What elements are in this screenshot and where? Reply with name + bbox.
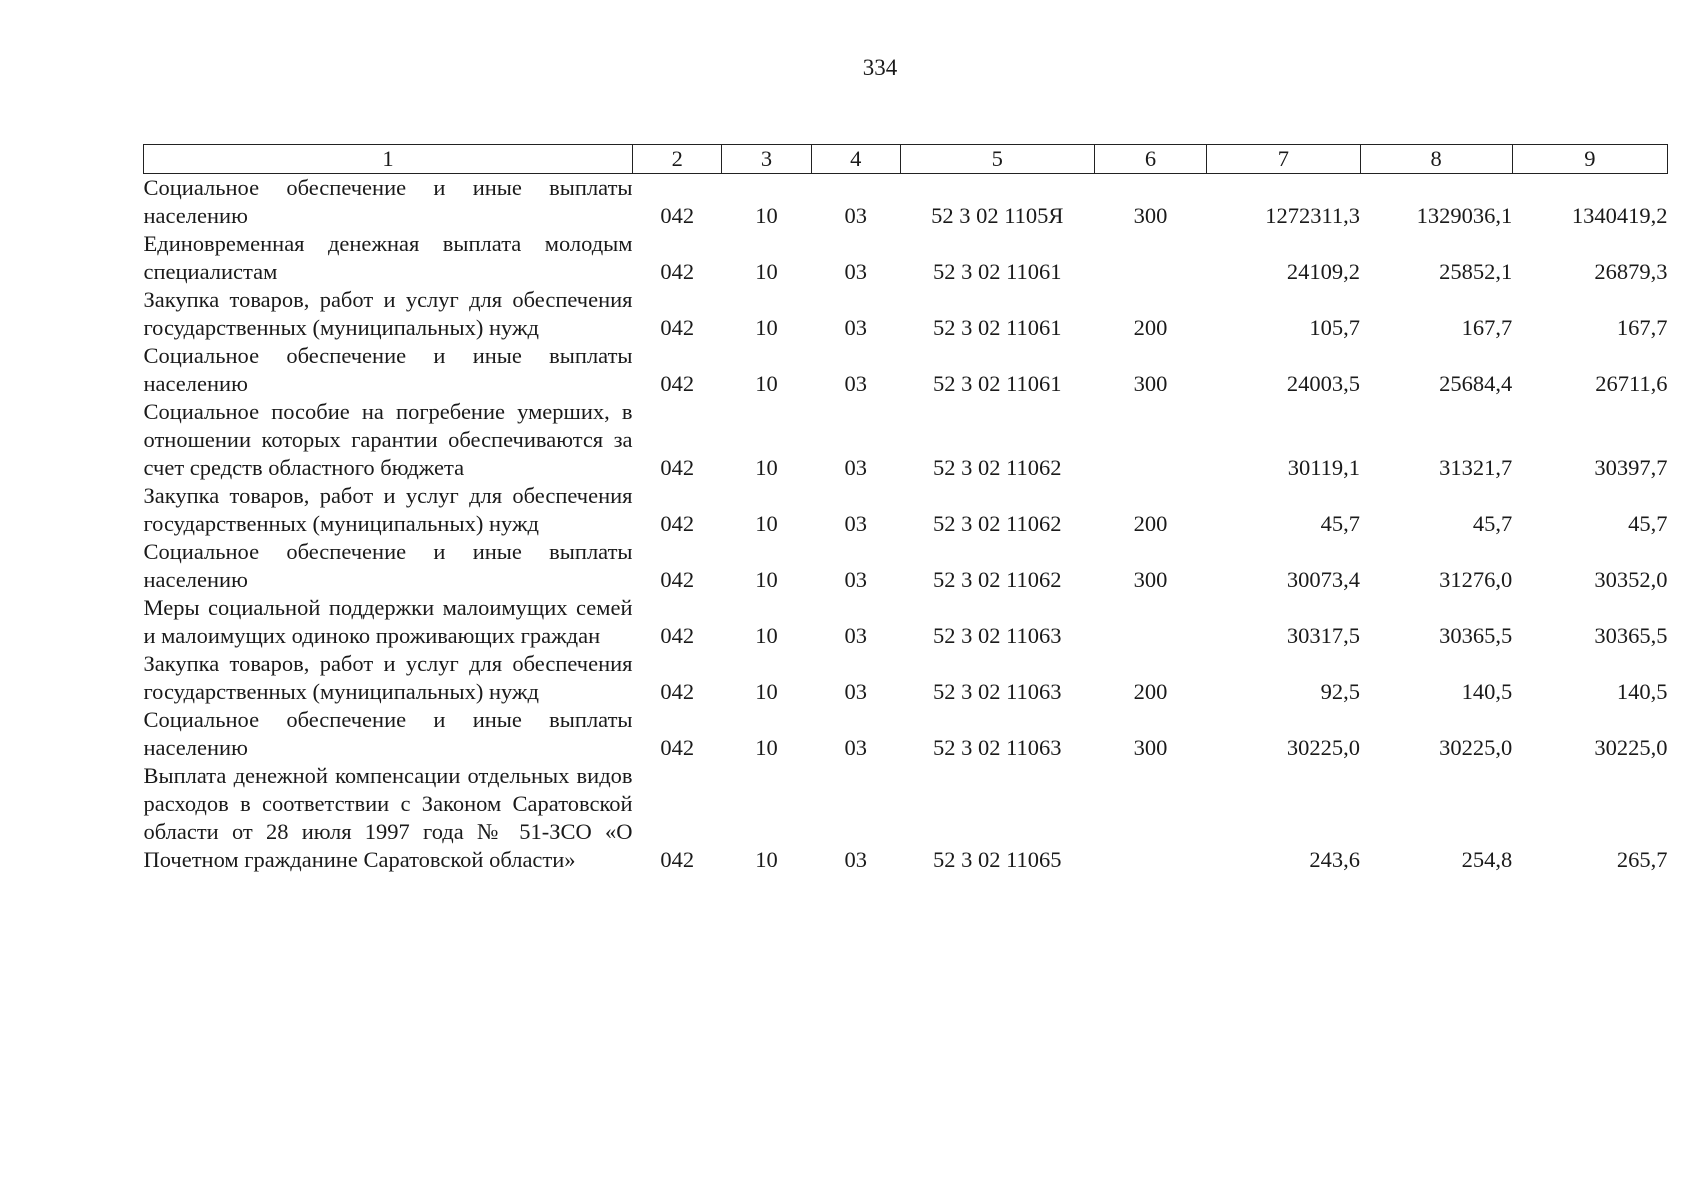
row-code-section: 10 bbox=[755, 623, 778, 648]
row-amount-year2: 31276,0 bbox=[1439, 567, 1513, 592]
row-code-admin: 042 bbox=[660, 315, 695, 340]
row-description: Закупка товаров, работ и услуг для обеспечения государственных (муниципальных) нужд bbox=[143, 651, 633, 704]
column-header: 2 bbox=[633, 145, 722, 174]
row-code-subsection: 03 bbox=[844, 203, 867, 228]
row-amount-year3: 167,7 bbox=[1616, 315, 1668, 340]
row-code-target: 52 3 02 1105Я bbox=[931, 203, 1064, 228]
row-code-expense-type: 200 bbox=[1133, 511, 1168, 536]
row-code-expense-type: 200 bbox=[1133, 315, 1168, 340]
row-description: Социальное обеспечение и иные выплаты населению bbox=[143, 539, 633, 592]
row-code-subsection: 03 bbox=[844, 735, 867, 760]
column-header: 9 bbox=[1512, 145, 1667, 174]
row-amount-year3: 140,5 bbox=[1616, 679, 1668, 704]
row-code-admin: 042 bbox=[660, 679, 695, 704]
row-code-subsection: 03 bbox=[844, 847, 867, 872]
row-amount-year3: 30397,7 bbox=[1594, 455, 1668, 480]
row-code-subsection: 03 bbox=[844, 315, 867, 340]
row-amount-year2: 140,5 bbox=[1461, 679, 1513, 704]
row-code-target: 52 3 02 11062 bbox=[933, 511, 1062, 536]
row-amount-year3: 30225,0 bbox=[1594, 735, 1668, 760]
table-header bbox=[144, 145, 1668, 174]
row-amount-year1: 24003,5 bbox=[1286, 371, 1361, 396]
row-description: Единовременная денежная выплата молодым специалистам bbox=[143, 231, 633, 284]
table-row bbox=[144, 538, 1668, 594]
row-code-target: 52 3 02 11061 bbox=[933, 259, 1062, 284]
table-row bbox=[144, 594, 1668, 650]
table-body bbox=[144, 174, 1668, 875]
row-amount-year2: 25684,4 bbox=[1439, 371, 1513, 396]
row-code-admin: 042 bbox=[660, 455, 695, 480]
row-code-expense-type: 300 bbox=[1133, 735, 1168, 760]
table-row bbox=[144, 650, 1668, 706]
table-row bbox=[144, 482, 1668, 538]
row-amount-year3: 30352,0 bbox=[1594, 567, 1668, 592]
row-code-target: 52 3 02 11061 bbox=[933, 315, 1062, 340]
row-code-admin: 042 bbox=[660, 511, 695, 536]
row-code-section: 10 bbox=[755, 455, 778, 480]
row-code-target: 52 3 02 11063 bbox=[933, 735, 1062, 760]
table-row bbox=[144, 762, 1668, 874]
row-code-expense-type bbox=[1094, 230, 1207, 286]
row-amount-year1: 92,5 bbox=[1320, 679, 1361, 704]
row-amount-year2: 25852,1 bbox=[1439, 259, 1513, 284]
row-amount-year1: 30225,0 bbox=[1286, 735, 1361, 760]
row-description: Закупка товаров, работ и услуг для обеспечения государственных (муниципальных) нужд bbox=[143, 287, 633, 340]
row-code-admin: 042 bbox=[660, 567, 695, 592]
row-code-subsection: 03 bbox=[844, 567, 867, 592]
row-code-target: 52 3 02 11061 bbox=[933, 371, 1062, 396]
table-row bbox=[144, 706, 1668, 762]
column-header: 7 bbox=[1207, 145, 1360, 174]
row-code-section: 10 bbox=[755, 203, 778, 228]
row-amount-year2: 45,7 bbox=[1472, 511, 1513, 536]
column-header: 6 bbox=[1094, 145, 1207, 174]
row-code-admin: 042 bbox=[660, 259, 695, 284]
row-code-target: 52 3 02 11062 bbox=[933, 455, 1062, 480]
row-code-expense-type bbox=[1094, 762, 1207, 874]
row-amount-year3: 265,7 bbox=[1616, 847, 1668, 872]
row-description: Социальное обеспечение и иные выплаты населению bbox=[143, 707, 633, 760]
row-description: Социальное обеспечение и иные выплаты населению bbox=[143, 343, 633, 396]
table-row bbox=[144, 398, 1668, 482]
row-amount-year3: 45,7 bbox=[1628, 511, 1668, 536]
row-code-expense-type: 300 bbox=[1133, 371, 1168, 396]
row-code-target: 52 3 02 11065 bbox=[933, 847, 1062, 872]
column-header: 1 bbox=[144, 145, 633, 174]
row-amount-year2: 254,8 bbox=[1461, 847, 1513, 872]
row-code-target: 52 3 02 11063 bbox=[933, 623, 1062, 648]
table-row bbox=[144, 230, 1668, 286]
row-amount-year2: 30225,0 bbox=[1439, 735, 1513, 760]
row-amount-year3: 1340419,2 bbox=[1571, 203, 1668, 228]
row-code-subsection: 03 bbox=[844, 511, 867, 536]
row-code-expense-type: 300 bbox=[1133, 567, 1168, 592]
column-header: 4 bbox=[811, 145, 900, 174]
row-code-admin: 042 bbox=[660, 735, 695, 760]
budget-table bbox=[143, 144, 1668, 874]
row-amount-year3: 26879,3 bbox=[1594, 259, 1668, 284]
page-number: 334 bbox=[862, 55, 898, 80]
row-code-subsection: 03 bbox=[844, 679, 867, 704]
row-amount-year1: 24109,2 bbox=[1286, 259, 1361, 284]
row-description: Закупка товаров, работ и услуг для обеспечения государственных (муниципальных) нужд bbox=[143, 483, 633, 536]
row-code-subsection: 03 bbox=[844, 455, 867, 480]
row-code-target: 52 3 02 11062 bbox=[933, 567, 1062, 592]
table-row bbox=[144, 342, 1668, 398]
row-amount-year3: 26711,6 bbox=[1595, 371, 1668, 396]
row-amount-year1: 1272311,3 bbox=[1265, 203, 1361, 228]
row-amount-year1: 45,7 bbox=[1320, 511, 1361, 536]
row-amount-year2: 1329036,1 bbox=[1416, 203, 1513, 228]
row-code-target: 52 3 02 11063 bbox=[933, 679, 1062, 704]
row-code-expense-type: 200 bbox=[1133, 679, 1168, 704]
table-row bbox=[144, 286, 1668, 342]
table-row bbox=[144, 174, 1668, 231]
row-code-section: 10 bbox=[755, 735, 778, 760]
row-code-subsection: 03 bbox=[844, 623, 867, 648]
row-description: Социальное обеспечение и иные выплаты населению bbox=[143, 175, 633, 228]
row-code-section: 10 bbox=[755, 567, 778, 592]
row-code-section: 10 bbox=[755, 371, 778, 396]
row-code-section: 10 bbox=[755, 679, 778, 704]
row-code-admin: 042 bbox=[660, 371, 695, 396]
row-code-subsection: 03 bbox=[844, 371, 867, 396]
row-amount-year1: 30119,1 bbox=[1287, 455, 1361, 480]
row-code-expense-type bbox=[1094, 594, 1207, 650]
row-code-expense-type bbox=[1094, 398, 1207, 482]
row-amount-year2: 31321,7 bbox=[1439, 455, 1513, 480]
row-code-section: 10 bbox=[755, 259, 778, 284]
row-code-admin: 042 bbox=[660, 847, 695, 872]
column-header: 5 bbox=[900, 145, 1094, 174]
row-amount-year1: 243,6 bbox=[1309, 847, 1361, 872]
row-amount-year1: 30073,4 bbox=[1286, 567, 1361, 592]
row-code-section: 10 bbox=[755, 511, 778, 536]
column-header: 8 bbox=[1360, 145, 1512, 174]
row-amount-year2: 30365,5 bbox=[1439, 623, 1513, 648]
row-amount-year3: 30365,5 bbox=[1594, 623, 1668, 648]
row-code-subsection: 03 bbox=[844, 259, 867, 284]
row-amount-year2: 167,7 bbox=[1461, 315, 1513, 340]
row-description: Выплата денежной компенсации отдельных видов расходов в соответствии с Законом Саратовской области от 28 июля 1997 года № 51-ЗСО «О Почетном гражданине Саратовской области» bbox=[143, 763, 633, 872]
row-code-section: 10 bbox=[755, 847, 778, 872]
row-description: Социальное пособие на погребение умерших, в отношении которых гарантии обеспечиваются за счет средств областного бюджета bbox=[143, 399, 633, 480]
row-description: Меры социальной поддержки малоимущих семей и малоимущих одиноко проживающих граждан bbox=[143, 595, 633, 648]
column-header: 3 bbox=[722, 145, 811, 174]
row-code-section: 10 bbox=[755, 315, 778, 340]
row-amount-year1: 30317,5 bbox=[1286, 623, 1361, 648]
row-amount-year1: 105,7 bbox=[1309, 315, 1361, 340]
row-code-expense-type: 300 bbox=[1133, 203, 1168, 228]
row-code-admin: 042 bbox=[660, 623, 695, 648]
row-code-admin: 042 bbox=[660, 203, 695, 228]
